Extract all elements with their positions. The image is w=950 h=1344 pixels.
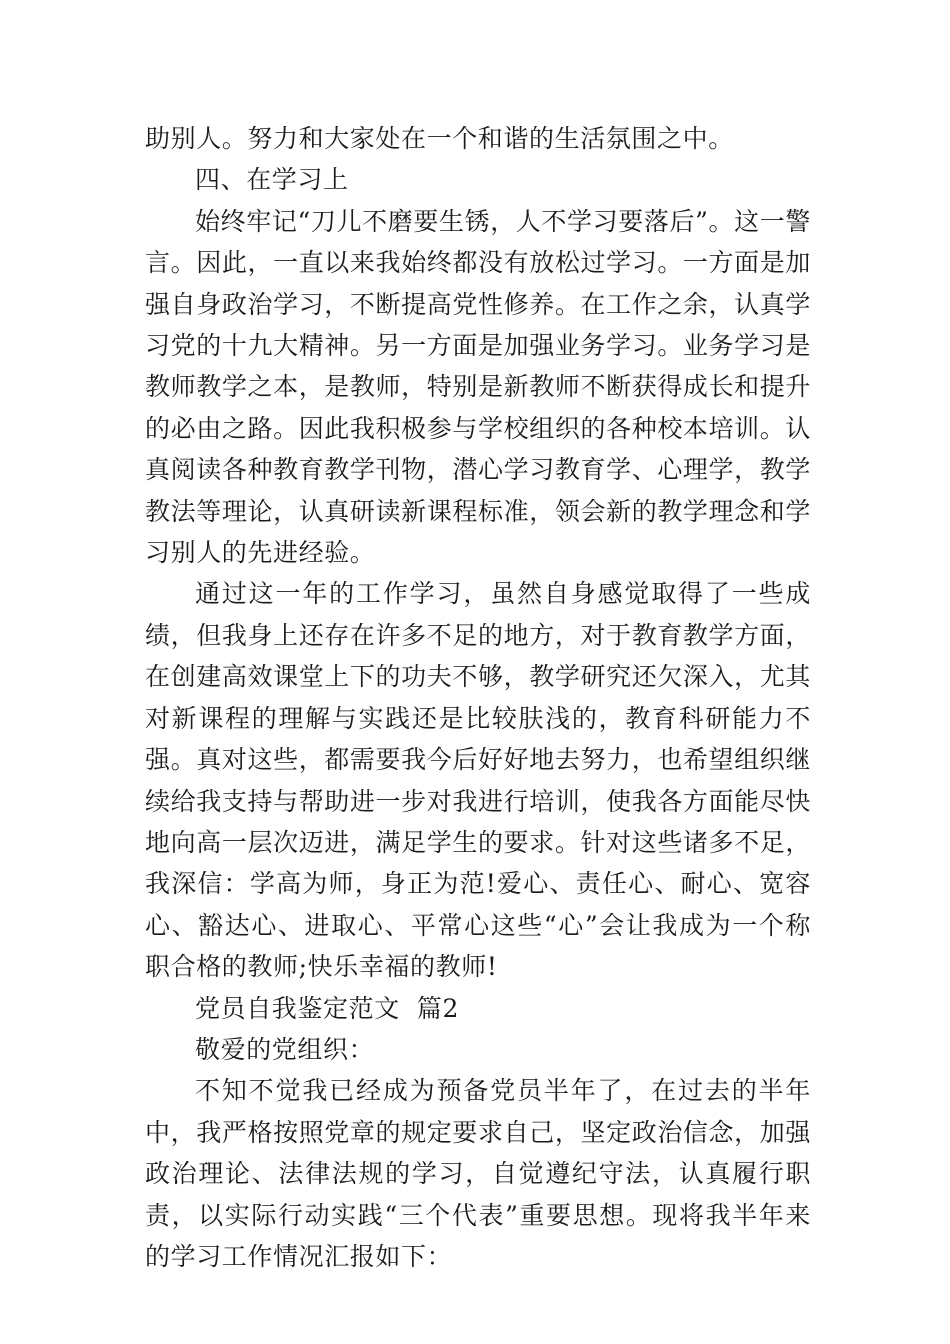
paragraph-continuation: 助别人。努力和大家处在一个和谐的生活氛围之中。 bbox=[145, 124, 734, 153]
article-title-part2: 党员自我鉴定范文 篇2 bbox=[195, 993, 460, 1023]
paragraph-report-intro: 不知不觉我已经成为预备党员半年了，在过去的半年中，我严格按照党章的规定要求自己，坚定政治信念，加强政治理论、法律法规的学习，自觉遵纪守法，认真履行职责，以实际行动实践“三个代表”重要思想。现将我半年来的学习工作情况汇报如下： bbox=[145, 1076, 811, 1271]
section-heading-study: 四、在学习上 bbox=[195, 165, 349, 195]
paragraph-shortcomings: 通过这一年的工作学习，虽然自身感觉取得了一些成绩，但我身上还存在许多不足的地方，对于教育教学方面，在创建高效课堂上下的功夫不够，教学研究还欠深入，尤其对新课程的理解与实践还是比较肤浅的，教育科研能力不强。真对这些，都需要我今后好好地去努力，也希望组织继续给我支持与帮助进一步对我进行培训，使我各方面能尽快地向高一层次迈进，满足学生的要求。针对这些诸多不足，我深信：学高为师，身正为范!爱心、责任心、耐心、宽容心、豁达心、进取心、平常心这些“心”会让我成为一个称职合格的教师;快乐幸福的教师! bbox=[145, 579, 811, 982]
salutation: 敬爱的党组织： bbox=[195, 1034, 375, 1064]
paragraph-study: 始终牢记“刀儿不磨要生锈，人不学习要落后”。这一警言。因此，一直以来我始终都没有放松过学习。一方面是加强自身政治学习，不断提高党性修养。在工作之余，认真学习党的十九大精神。另一方面是加强业务学习。业务学习是教师教学之本，是教师，特别是新教师不断获得成长和提升的必由之路。因此我积极参与学校组织的各种校本培训。认真阅读各种教育教学刊物，潜心学习教育学、心理学，教学教法等理论，认真研读新课程标准，领会新的教学理念和学习别人的先进经验。 bbox=[145, 206, 811, 568]
document-body bbox=[145, 118, 811, 1277]
